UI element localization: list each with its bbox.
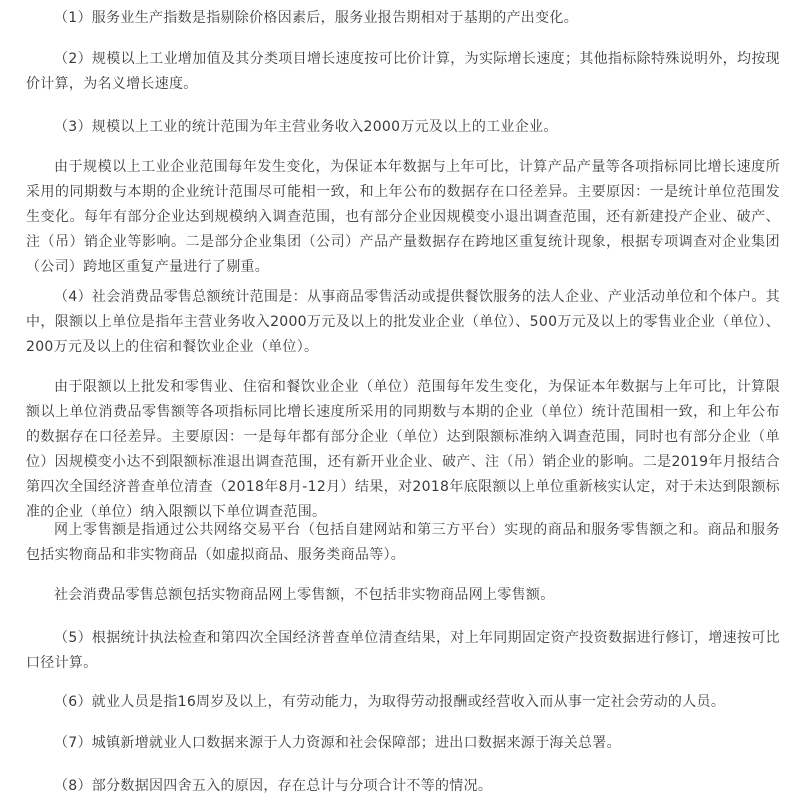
- note-online-retail-definition: 网上零售额是指通过公共网络交易平台（包括自建网站和第三方平台）实现的商品和服务零售额之和。商品和服务包括实物商品和非实物商品（如虚拟商品、服务类商品等）。: [26, 522, 780, 563]
- note-1-service-production-index: （1）服务业生产指数是指剔除价格因素后，服务业报告期相对于基期的产出变化。: [54, 10, 579, 26]
- note-online-retail-inclusion: 社会消费品零售总额包括实物商品网上零售额，不包括非实物商品网上零售额。: [54, 587, 555, 603]
- note-5-fixed-asset-investment: （5）根据统计执法检查和第四次全国经济普查单位清查结果，对上年同期固定资产投资数据进行修订，增速按可比口径计算。: [26, 630, 780, 671]
- note-3-industrial-scope-explanation: 由于规模以上工业企业范围每年发生变化，为保证本年数据与上年可比，计算产品产量等各项指标同比增长速度所采用的同期数与本期的企业统计范围尽可能相一致，和上年公布的数据存在口径差异。主要原因：一是统计单位范围发生变化。每年有部分企业达到规模纳入调查范围，也有部分企业因规模变小退出调查范围，还有新建投产企业、破产、注（吊）销企业等影响。二是部分企业集团（公司）产品产量数据存在跨地区重复统计现象，根据专项调查对企业集团（公司）跨地区重复产量进行了剔重。: [26, 159, 780, 275]
- note-4-retail-sales-scope: （4）社会消费品零售总额统计范围是：从事商品零售活动或提供餐饮服务的法人企业、产业活动单位和个体户。其中，限额以上单位是指年主营业务收入2000万元及以上的批发业企业（单位）、500万元及以上的零售业企业（单位）、200万元及以上的住宿和餐饮业企业（单位）。: [26, 289, 780, 355]
- note-2-industrial-growth-calculation: （2）规模以上工业增加值及其分类项目增长速度按可比价计算，为实际增长速度；其他指标除特殊说明外，均按现价计算，为名义增长速度。: [26, 51, 780, 92]
- note-8-rounding: （8）部分数据因四舍五入的原因，存在总计与分项合计不等的情况。: [54, 778, 493, 794]
- note-6-employed-persons: （6）就业人员是指16周岁及以上，有劳动能力，为取得劳动报酬或经营收入而从事一定社会劳动的人员。: [54, 694, 726, 710]
- note-7-data-sources: （7）城镇新增就业人口数据来源于人力资源和社会保障部；进出口数据来源于海关总署。: [54, 735, 621, 751]
- note-4-retail-sales-scope-explanation: 由于限额以上批发和零售业、住宿和餐饮业企业（单位）范围每年发生变化，为保证本年数据与上年可比，计算限额以上单位消费品零售额等各项指标同比增长速度所采用的同期数与本期的企业（单位）统计范围相一致，和上年公布的数据存在口径差异。主要原因：一是每年都有部分企业（单位）达到限额标准纳入调查范围，同时也有部分企业（单位）因规模变小达不到限额标准退出调查范围，还有新开业企业、破产、注（吊）销企业的影响。二是2019年月报结合第四次全国经济普查单位清查（2018年8月-12月）结果，对2018年底限额以上单位重新核实认定，对于未达到限额标准的企业（单位）纳入限额以下单位调查范围。: [26, 379, 780, 520]
- note-3-industrial-scope: （3）规模以上工业的统计范围为年主营业务收入2000万元及以上的工业企业。: [54, 119, 558, 135]
